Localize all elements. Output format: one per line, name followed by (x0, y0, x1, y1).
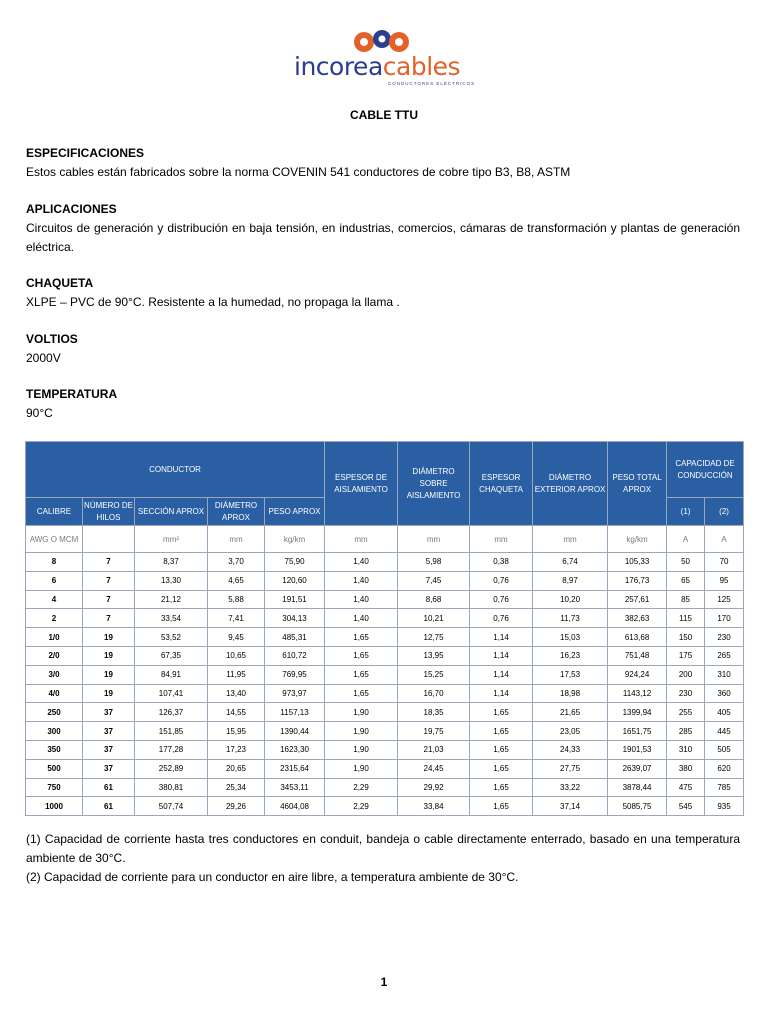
table-cell: 105,33 (608, 553, 667, 572)
table-cell: 65 (667, 571, 705, 590)
table-cell: 350 (26, 740, 83, 759)
section-heading: ESPECIFICACIONES (26, 146, 145, 160)
table-cell: 67,35 (135, 646, 208, 665)
table-cell: 1399,94 (608, 703, 667, 722)
table-cell: 10,21 (398, 609, 470, 628)
table-cell: 37 (83, 722, 135, 741)
table-cell: 935 (705, 797, 744, 816)
table-cell: 84,91 (135, 665, 208, 684)
section-aplicaciones (26, 200, 740, 257)
table-cell: 24,45 (398, 759, 470, 778)
table-cell: 310 (705, 665, 744, 684)
table-cell: 1,65 (470, 740, 533, 759)
table-cell: 545 (667, 797, 705, 816)
table-cell: 70 (705, 553, 744, 572)
table-row (26, 722, 744, 741)
table-cell: 33,54 (135, 609, 208, 628)
table-cell: 37 (83, 759, 135, 778)
table-cell: 1,65 (470, 797, 533, 816)
table-cell: 13,40 (208, 684, 265, 703)
unit-cell: kg/km (608, 526, 667, 553)
table-cell: 8,68 (398, 590, 470, 609)
logo-wordmark: incoreacables (294, 52, 461, 81)
unit-cell: kg/km (265, 526, 325, 553)
table-cell: 5,98 (398, 553, 470, 572)
table-cell: 150 (667, 628, 705, 647)
table-cell: 10,65 (208, 646, 265, 665)
table-cell: 4/0 (26, 684, 83, 703)
table-cell: 95 (705, 571, 744, 590)
table-cell: 53,52 (135, 628, 208, 647)
table-row (26, 553, 744, 572)
table-cell: 19,75 (398, 722, 470, 741)
header-cap-2: (2) (705, 498, 744, 526)
table-cell: 19 (83, 646, 135, 665)
table-cell: 15,95 (208, 722, 265, 741)
table-cell: 61 (83, 778, 135, 797)
table-cell: 13,95 (398, 646, 470, 665)
unit-cell (83, 526, 135, 553)
section-text: 2000V (26, 351, 61, 365)
table-cell: 1623,30 (265, 740, 325, 759)
table-cell: 19 (83, 684, 135, 703)
cable-spec-table (25, 441, 744, 816)
table-cell: 16,23 (533, 646, 608, 665)
unit-cell: mm (533, 526, 608, 553)
table-row (26, 684, 744, 703)
section-text: 90°C (26, 406, 53, 420)
footnotes (26, 830, 740, 887)
table-cell: 1,65 (325, 628, 398, 647)
table-cell: 1,65 (470, 778, 533, 797)
table-cell: 8,97 (533, 571, 608, 590)
section-heading: TEMPERATURA (26, 387, 118, 401)
table-cell: 785 (705, 778, 744, 797)
table-row (26, 703, 744, 722)
table-cell: 175 (667, 646, 705, 665)
table-cell: 15,25 (398, 665, 470, 684)
header-numero-hilos: NÚMERO DE HILOS (83, 498, 135, 526)
table-cell: 15,03 (533, 628, 608, 647)
table-cell: 2 (26, 609, 83, 628)
table-cell: 1,14 (470, 646, 533, 665)
table-cell: 1,65 (325, 684, 398, 703)
table-cell: 18,35 (398, 703, 470, 722)
table-cell: 151,85 (135, 722, 208, 741)
table-cell: 8 (26, 553, 83, 572)
table-cell: 3878,44 (608, 778, 667, 797)
table-cell: 125 (705, 590, 744, 609)
table-cell: 7,45 (398, 571, 470, 590)
table-cell: 11,73 (533, 609, 608, 628)
table-cell: 7 (83, 609, 135, 628)
table-cell: 17,53 (533, 665, 608, 684)
section-text: Circuitos de generación y distribución en baja tensión, en industrias, comercios, cámaras de transformación y plantas de generación eléctrica. (26, 221, 740, 254)
table-body (26, 553, 744, 816)
table-cell: 1901,53 (608, 740, 667, 759)
table-cell: 1,65 (325, 646, 398, 665)
table-cell: 1,40 (325, 609, 398, 628)
table-cell: 6 (26, 571, 83, 590)
table-cell: 475 (667, 778, 705, 797)
table-cell: 37 (83, 703, 135, 722)
table-cell: 304,13 (265, 609, 325, 628)
table-cell: 25,34 (208, 778, 265, 797)
table-cell: 4 (26, 590, 83, 609)
table-cell: 16,70 (398, 684, 470, 703)
table-cell: 613,68 (608, 628, 667, 647)
table-cell: 230 (705, 628, 744, 647)
header-diametro-sobre-aislamiento: DIÁMETRO SOBRE AISLAMIENTO (398, 442, 470, 526)
table-cell: 6,74 (533, 553, 608, 572)
section-heading: APLICACIONES (26, 202, 117, 216)
page-number: 1 (380, 975, 388, 989)
unit-cell: mm (470, 526, 533, 553)
table-cell: 255 (667, 703, 705, 722)
table-cell: 257,61 (608, 590, 667, 609)
section-voltios (26, 330, 740, 368)
table-cell: 1,40 (325, 590, 398, 609)
table-cell: 176,73 (608, 571, 667, 590)
table-cell: 115 (667, 609, 705, 628)
section-heading: CHAQUETA (26, 276, 94, 290)
section-heading: VOLTIOS (26, 332, 78, 346)
table-cell: 0,76 (470, 609, 533, 628)
table-cell: 1,65 (470, 722, 533, 741)
table-cell: 380 (667, 759, 705, 778)
table-row (26, 628, 744, 647)
table-cell: 5085,75 (608, 797, 667, 816)
table-cell: 250 (26, 703, 83, 722)
table-cell: 0,76 (470, 590, 533, 609)
header-calibre: CALIBRE (26, 498, 83, 526)
table-cell: 1,90 (325, 759, 398, 778)
table-cell: 23,05 (533, 722, 608, 741)
section-chaqueta (26, 274, 740, 312)
table-cell: 1000 (26, 797, 83, 816)
unit-cell: mm (325, 526, 398, 553)
table-cell: 33,84 (398, 797, 470, 816)
footnote-2: (2) Capacidad de corriente para un conductor en aire libre, a temperatura ambiente de 30°C. (26, 870, 519, 884)
table-cell: 1,65 (325, 665, 398, 684)
header-diametro: DIÁMETRO APROX (208, 498, 265, 526)
section-text: XLPE – PVC de 90°C. Resistente a la humedad, no propaga la llama . (26, 295, 400, 309)
table-cell: 200 (667, 665, 705, 684)
table-row (26, 740, 744, 759)
table-cell: 445 (705, 722, 744, 741)
unit-cell: mm (398, 526, 470, 553)
table-cell: 300 (26, 722, 83, 741)
table-cell: 610,72 (265, 646, 325, 665)
table-cell: 2/0 (26, 646, 83, 665)
table-cell: 360 (705, 684, 744, 703)
unit-cell: mm² (135, 526, 208, 553)
table-cell: 485,31 (265, 628, 325, 647)
table-cell: 8,37 (135, 553, 208, 572)
table-cell: 1,90 (325, 740, 398, 759)
table-cell: 1,14 (470, 684, 533, 703)
table-cell: 21,03 (398, 740, 470, 759)
table-cell: 1,14 (470, 665, 533, 684)
section-text: Estos cables están fabricados sobre la norma COVENIN 541 conductores de cobre tipo B3, B8, ASTM (26, 165, 571, 179)
table-cell: 769,95 (265, 665, 325, 684)
table-cell: 12,75 (398, 628, 470, 647)
header-seccion: SECCIÓN APROX (135, 498, 208, 526)
table-cell: 0,38 (470, 553, 533, 572)
cable-reels-icon (352, 28, 412, 54)
table-cell: 126,37 (135, 703, 208, 722)
table-cell: 285 (667, 722, 705, 741)
table-cell: 191,51 (265, 590, 325, 609)
table-cell: 10,20 (533, 590, 608, 609)
table-cell: 14,55 (208, 703, 265, 722)
table-cell: 27,75 (533, 759, 608, 778)
table-cell: 2315,64 (265, 759, 325, 778)
table-row (26, 797, 744, 816)
table-row (26, 590, 744, 609)
table-cell: 33,22 (533, 778, 608, 797)
units-row (26, 526, 744, 553)
table-cell: 177,28 (135, 740, 208, 759)
table-cell: 230 (667, 684, 705, 703)
table-cell: 507,74 (135, 797, 208, 816)
table-cell: 310 (667, 740, 705, 759)
table-cell: 19 (83, 665, 135, 684)
table-cell: 1157,13 (265, 703, 325, 722)
header-peso-total: PESO TOTAL APROX (608, 442, 667, 526)
header-peso: PESO APROX (265, 498, 325, 526)
table-cell: 37,14 (533, 797, 608, 816)
header-espesor-chaqueta: ESPESOR CHAQUETA (470, 442, 533, 526)
table-cell: 85 (667, 590, 705, 609)
unit-cell: AWG O MCM (26, 526, 83, 553)
table-cell: 405 (705, 703, 744, 722)
table-cell: 29,26 (208, 797, 265, 816)
table-cell: 505 (705, 740, 744, 759)
table-cell: 500 (26, 759, 83, 778)
table-cell: 61 (83, 797, 135, 816)
table-cell: 120,60 (265, 571, 325, 590)
table-cell: 1,14 (470, 628, 533, 647)
section-temperatura (26, 385, 740, 423)
table-cell: 13,30 (135, 571, 208, 590)
table-cell: 75,90 (265, 553, 325, 572)
table-cell: 21,12 (135, 590, 208, 609)
table-cell: 170 (705, 609, 744, 628)
table-cell: 1143,12 (608, 684, 667, 703)
table-cell: 1,65 (470, 759, 533, 778)
table-cell: 1,40 (325, 571, 398, 590)
logo-tagline: CONDUCTORES ELÉCTRICOS (388, 81, 476, 86)
table-cell: 1,40 (325, 553, 398, 572)
table-cell: 107,41 (135, 684, 208, 703)
table-cell: 7 (83, 553, 135, 572)
table-row (26, 759, 744, 778)
table-cell: 620 (705, 759, 744, 778)
table-cell: 3/0 (26, 665, 83, 684)
table-cell: 750 (26, 778, 83, 797)
table-cell: 2639,07 (608, 759, 667, 778)
table-cell: 973,97 (265, 684, 325, 703)
table-cell: 7 (83, 571, 135, 590)
table-cell: 1/0 (26, 628, 83, 647)
table-cell: 11,95 (208, 665, 265, 684)
unit-cell: mm (208, 526, 265, 553)
table-cell: 50 (667, 553, 705, 572)
table-cell: 24,33 (533, 740, 608, 759)
table-cell: 2,29 (325, 797, 398, 816)
table-cell: 382,63 (608, 609, 667, 628)
table-cell: 1651,75 (608, 722, 667, 741)
document-title: CABLE TTU (350, 108, 418, 122)
table-cell: 7,41 (208, 609, 265, 628)
header-cap-1: (1) (667, 498, 705, 526)
table-cell: 29,92 (398, 778, 470, 797)
table-cell: 3,70 (208, 553, 265, 572)
table-cell: 9,45 (208, 628, 265, 647)
table-cell: 18,98 (533, 684, 608, 703)
section-especificaciones (26, 144, 740, 182)
table-cell: 0,76 (470, 571, 533, 590)
table-row (26, 571, 744, 590)
table-cell: 1,90 (325, 722, 398, 741)
header-diametro-exterior: DIÁMETRO EXTERIOR APROX (533, 442, 608, 526)
table-cell: 924,24 (608, 665, 667, 684)
table-cell: 265 (705, 646, 744, 665)
table-cell: 4604,08 (265, 797, 325, 816)
table-cell: 21,65 (533, 703, 608, 722)
table-cell: 3453,11 (265, 778, 325, 797)
header-espesor-aislamiento: ESPESOR DE AISLAMIENTO (325, 442, 398, 526)
footnote-1: (1) Capacidad de corriente hasta tres conductores en conduit, bandeja o cable directamente enterrado, basado en una temperatura ambiente de 30°C. (26, 832, 740, 865)
table-row (26, 646, 744, 665)
table-cell: 380,81 (135, 778, 208, 797)
table-row (26, 778, 744, 797)
table-cell: 2,29 (325, 778, 398, 797)
table-cell: 20,65 (208, 759, 265, 778)
table-cell: 17,23 (208, 740, 265, 759)
table-cell: 1,65 (470, 703, 533, 722)
table-cell: 1390,44 (265, 722, 325, 741)
company-logo (290, 28, 490, 86)
table-cell: 37 (83, 740, 135, 759)
table-cell: 19 (83, 628, 135, 647)
table-cell: 7 (83, 590, 135, 609)
table-cell: 4,65 (208, 571, 265, 590)
unit-cell: A (667, 526, 705, 553)
table-cell: 5,88 (208, 590, 265, 609)
table-cell: 751,48 (608, 646, 667, 665)
table-row (26, 665, 744, 684)
table-row (26, 609, 744, 628)
header-conductor: CONDUCTOR (26, 442, 325, 498)
table-cell: 252,89 (135, 759, 208, 778)
unit-cell: A (705, 526, 744, 553)
table-cell: 1,90 (325, 703, 398, 722)
header-capacidad: CAPACIDAD DE CONDUCCIÓN (667, 442, 744, 498)
